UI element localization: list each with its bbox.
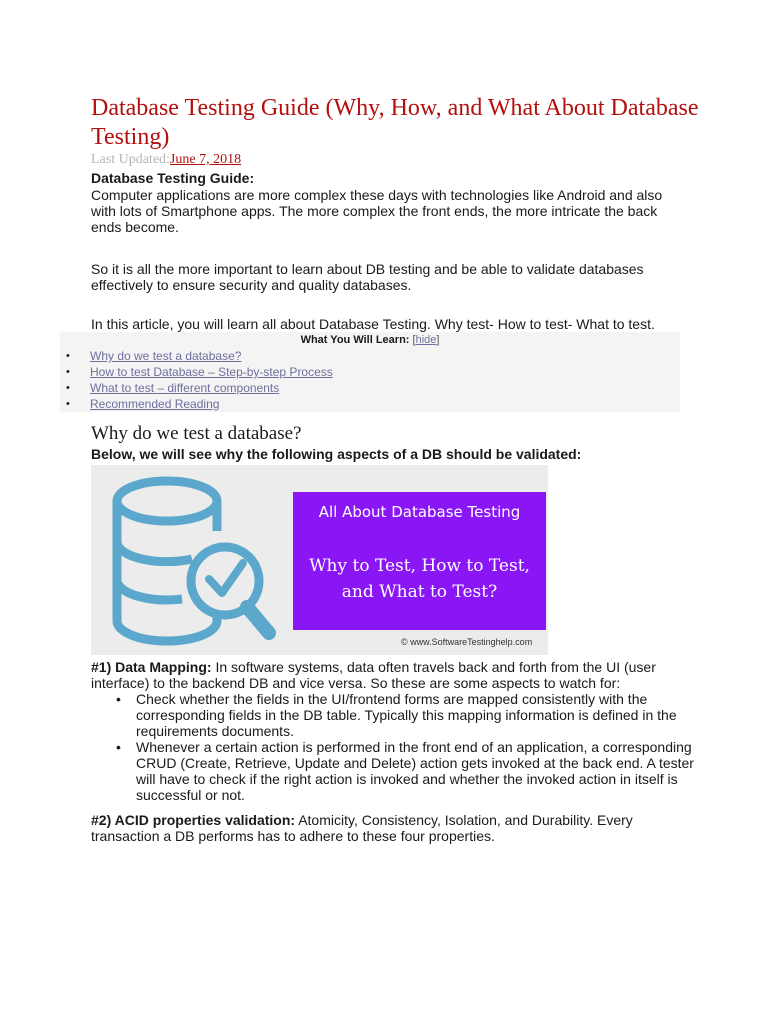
article-title: Database Testing Guide (Why, How, and What About Database Testing)	[91, 95, 699, 150]
intro-paragraph-1: Computer applications are more complex these days with technologies like Android and also with lots of Smartphone apps. The more complex the front ends, the more intricate the back ends become.	[91, 187, 663, 235]
last-updated-label: Last Updated:	[91, 152, 170, 167]
last-updated	[91, 152, 241, 168]
toc-hide-link[interactable]: hide	[415, 334, 437, 346]
data-mapping-paragraph	[91, 659, 711, 691]
acid-text: Atomicity, Consistency, Isolation, and Durability. Every transaction a DB performs has to adhere to these four properties.	[91, 812, 633, 844]
toc-link-how[interactable]: How to test Database – Step-by-step Process	[90, 365, 333, 379]
data-mapping-text: In software systems, data often travels back and forth from the UI (user interface) to the backend DB and vice versa. So these are some aspects to watch for:	[91, 659, 656, 691]
toc-bracket-open: [	[409, 334, 416, 346]
list-item-text: Whenever a certain action is performed in the front end of an application, a corresponding CRUD (Create, Retrieve, Update and Delete) action gets invoked at the back end. A tester will have to check if the right action is invoked and whether the invoked action in itself is successful or not.	[136, 739, 694, 803]
acid-label: #2) ACID properties validation:	[91, 812, 296, 828]
table-of-contents	[60, 332, 680, 412]
section-heading: Why do we test a database?	[91, 423, 302, 444]
toc-bracket-close: ]	[436, 334, 440, 346]
bullet-icon: •	[116, 691, 121, 707]
section-lead: Below, we will see why the following aspects of a DB should be validated:	[91, 446, 582, 462]
list-item	[112, 691, 712, 739]
banner-title: All About Database Testing	[318, 503, 521, 521]
banner-subtitle-line-2: and What to Test?	[341, 582, 498, 602]
intro-paragraph-2: So it is all the more important to learn about DB testing and be able to validate databases effectively to ensure security and quality databases.	[91, 261, 644, 293]
bullet-icon: •	[116, 739, 121, 755]
article-banner-image	[91, 465, 548, 655]
acid-paragraph	[91, 812, 681, 844]
banner-subtitle-line-1: Why to Test, How to Test,	[309, 556, 530, 576]
toc-link-recommended[interactable]: Recommended Reading	[90, 397, 220, 411]
bullet-icon: •	[66, 350, 70, 362]
list-item	[112, 739, 712, 803]
toc-heading	[60, 334, 680, 347]
guide-heading: Database Testing Guide:	[91, 170, 255, 186]
bullet-icon: •	[66, 382, 70, 394]
toc-link-why[interactable]: Why do we test a database?	[90, 349, 242, 363]
data-mapping-label: #1) Data Mapping:	[91, 659, 212, 675]
banner-credit: © www.SoftwareTestinghelp.com	[401, 637, 533, 647]
data-mapping-bullets	[112, 691, 712, 803]
banner-subtitle	[293, 553, 546, 605]
toc-link-what[interactable]: What to test – different components	[90, 381, 280, 395]
toc-hide-wrapper	[409, 334, 439, 346]
database-check-icon	[97, 471, 287, 651]
list-item-text: Check whether the fields in the UI/frontend forms are mapped consistently with the corresponding fields in the DB table. Typically this mapping information is defined in the requirements documents.	[136, 691, 677, 739]
intro-paragraph-3: In this article, you will learn all about Database Testing. Why test- How to test- What to test.	[91, 316, 655, 332]
bullet-icon: •	[66, 366, 70, 378]
last-updated-date-link[interactable]: June 7, 2018	[169, 152, 242, 167]
toc-title: What You Will Learn:	[300, 334, 410, 346]
bullet-icon: •	[66, 398, 70, 410]
